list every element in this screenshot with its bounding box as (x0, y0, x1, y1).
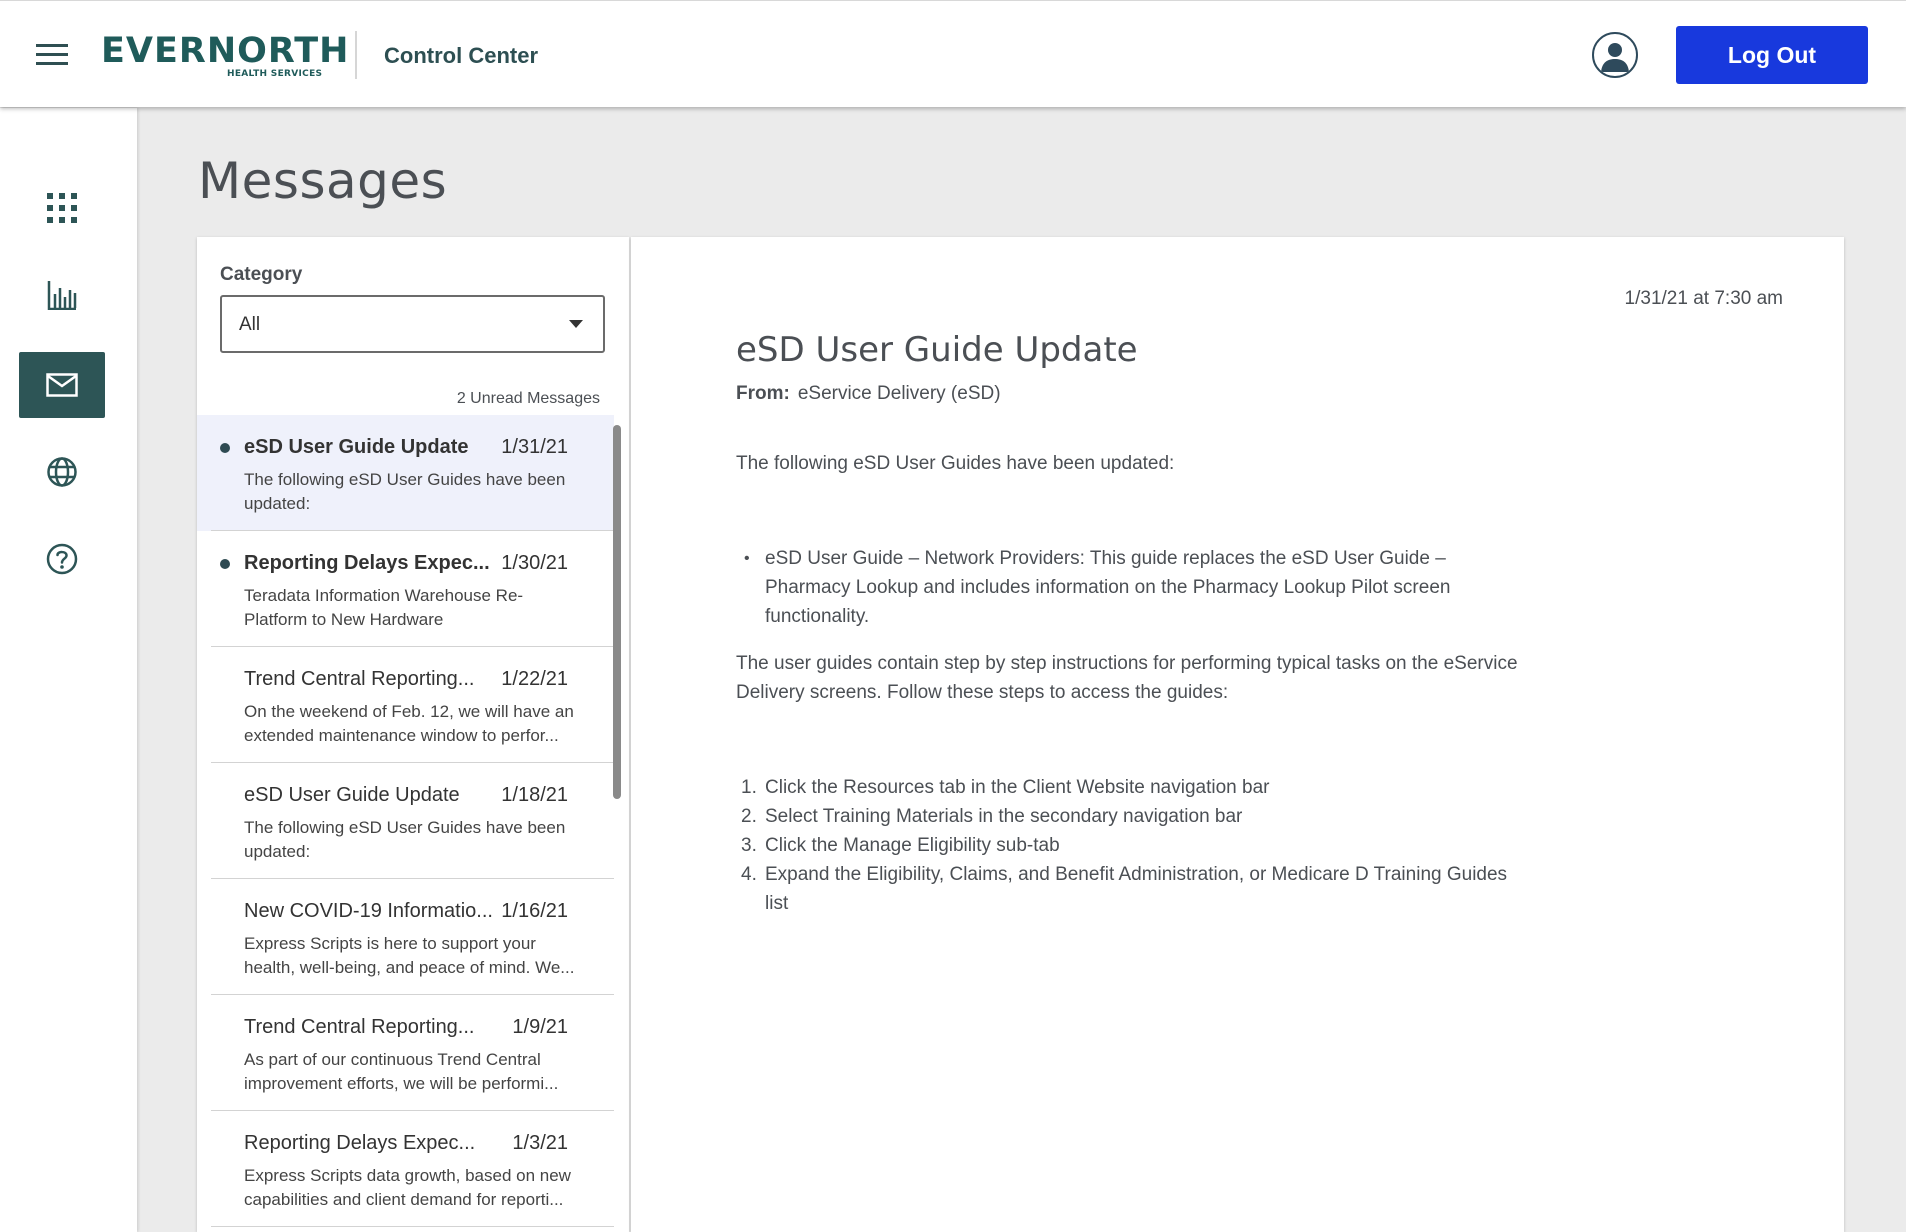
sidebar-item-reports[interactable] (19, 262, 105, 328)
message-preview: The following eSD User Guides have been updated: (244, 470, 566, 513)
divider (211, 1226, 614, 1227)
steps-list (736, 773, 1526, 918)
message-preview: Teradata Information Warehouse Re-Platform to New Hardware (244, 586, 524, 629)
message-subject: New COVID-19 Informatio... (244, 900, 493, 922)
message-subject: Reporting Delays Expec... (244, 1132, 476, 1154)
message-subject: Reporting Delays Expec... (244, 552, 490, 574)
step-item (736, 831, 1526, 860)
logout-button[interactable]: Log Out (1676, 26, 1868, 84)
unread-dot-icon (220, 559, 230, 569)
logo-wordmark: EVERNORTH (101, 31, 350, 71)
message-preview: The following eSD User Guides have been updated: (244, 818, 566, 861)
message-list-item[interactable] (197, 879, 614, 995)
message-date: 1/30/21 (501, 552, 568, 574)
message-sender (736, 383, 1001, 405)
message-date: 1/22/21 (501, 668, 568, 690)
message-intro: The following eSD User Guides have been updated: (736, 453, 1175, 474)
message-timestamp: 1/31/21 at 7:30 am (1624, 288, 1783, 309)
help-icon (46, 543, 78, 575)
sidebar-item-global[interactable] (19, 439, 105, 505)
message-preview: Express Scripts is here to support your health, well-being, and peace of mind. We... (244, 934, 575, 977)
from-label: From: (736, 383, 790, 404)
message-preview: Express Scripts data growth, based on new capabilities and client demand for reporti... (244, 1166, 571, 1209)
unread-dot-icon (220, 443, 230, 453)
message-list-item[interactable] (197, 1111, 614, 1227)
top-header (0, 0, 1906, 107)
unread-count: 2 Unread Messages (456, 390, 600, 407)
app-name: Control Center (384, 43, 538, 68)
message-date: 1/16/21 (501, 900, 568, 922)
message-list-item[interactable] (197, 415, 614, 531)
hamburger-menu-icon[interactable] (36, 44, 68, 66)
message-subject: eSD User Guide Update (244, 436, 469, 458)
message-preview: On the weekend of Feb. 12, we will have an extended maintenance window to perfor... (244, 702, 574, 745)
message-list (197, 415, 614, 1232)
message-subject: Trend Central Reporting... (244, 668, 475, 690)
instructions-intro: The user guides contain step by step instructions for performing typical tasks on the eService Delivery screens. Follow these steps to access the guides: (736, 653, 1518, 703)
step-number: 3. (741, 835, 757, 856)
message-subject: Trend Central Reporting... (244, 1016, 475, 1038)
message-list-item[interactable] (197, 647, 614, 763)
step-text: Expand the Eligibility, Claims, and Benefit Administration, or Medicare D Training Guides list (765, 864, 1508, 914)
step-item (736, 773, 1526, 802)
step-text: Select Training Materials in the secondary navigation bar (765, 806, 1243, 827)
sidebar-item-messages[interactable] (19, 352, 105, 418)
category-select[interactable] (220, 295, 605, 353)
message-list-item[interactable] (197, 763, 614, 879)
category-label: Category (220, 264, 303, 285)
message-subject: eSD User Guide Update (244, 784, 460, 806)
message-list-item[interactable] (197, 531, 614, 647)
step-item (736, 860, 1526, 918)
globe-icon (46, 456, 78, 488)
message-list-panel (197, 237, 629, 1232)
guide-bullet-item: • eSD User Guide – Network Providers: This guide replaces the eSD User Guide – Pharmacy Lookup and includes information on the Pharmacy Lookup Pilot screen functionality. (736, 544, 1526, 631)
message-title: eSD User Guide Update (736, 330, 1138, 370)
header-divider (355, 31, 357, 79)
chevron-down-icon (569, 320, 583, 328)
step-number: 2. (741, 806, 757, 827)
step-item (736, 802, 1526, 831)
from-value: eService Delivery (eSD) (797, 383, 1001, 404)
mail-icon (46, 373, 78, 397)
bar-chart-icon (47, 280, 77, 310)
message-date: 1/18/21 (501, 784, 568, 806)
message-date: 1/9/21 (512, 1016, 568, 1038)
sidebar-item-apps[interactable] (19, 175, 105, 241)
message-list-item[interactable] (197, 995, 614, 1111)
step-number: 4. (741, 864, 757, 885)
message-preview: As part of our continuous Trend Central improvement efforts, we will be performi... (244, 1050, 559, 1093)
evernorth-logo[interactable] (101, 31, 350, 81)
guide-bullet-list (736, 544, 1526, 631)
message-list-scrollbar[interactable] (613, 425, 621, 799)
step-number: 1. (741, 777, 757, 798)
left-nav-sidebar (0, 108, 137, 1232)
step-text: Click the Manage Eligibility sub-tab (765, 835, 1060, 856)
message-detail-panel (631, 237, 1844, 1232)
grid-apps-icon (47, 193, 77, 223)
logo-tagline: HEALTH SERVICES (227, 69, 323, 79)
user-profile-icon[interactable] (1592, 32, 1638, 78)
step-text: Click the Resources tab in the Client Website navigation bar (765, 777, 1270, 798)
sidebar-item-help[interactable] (19, 526, 105, 592)
category-selected-value: All (239, 314, 261, 335)
message-date: 1/3/21 (512, 1132, 568, 1154)
message-body (736, 449, 1526, 918)
page-title: Messages (198, 152, 448, 210)
message-date: 1/31/21 (501, 436, 568, 458)
